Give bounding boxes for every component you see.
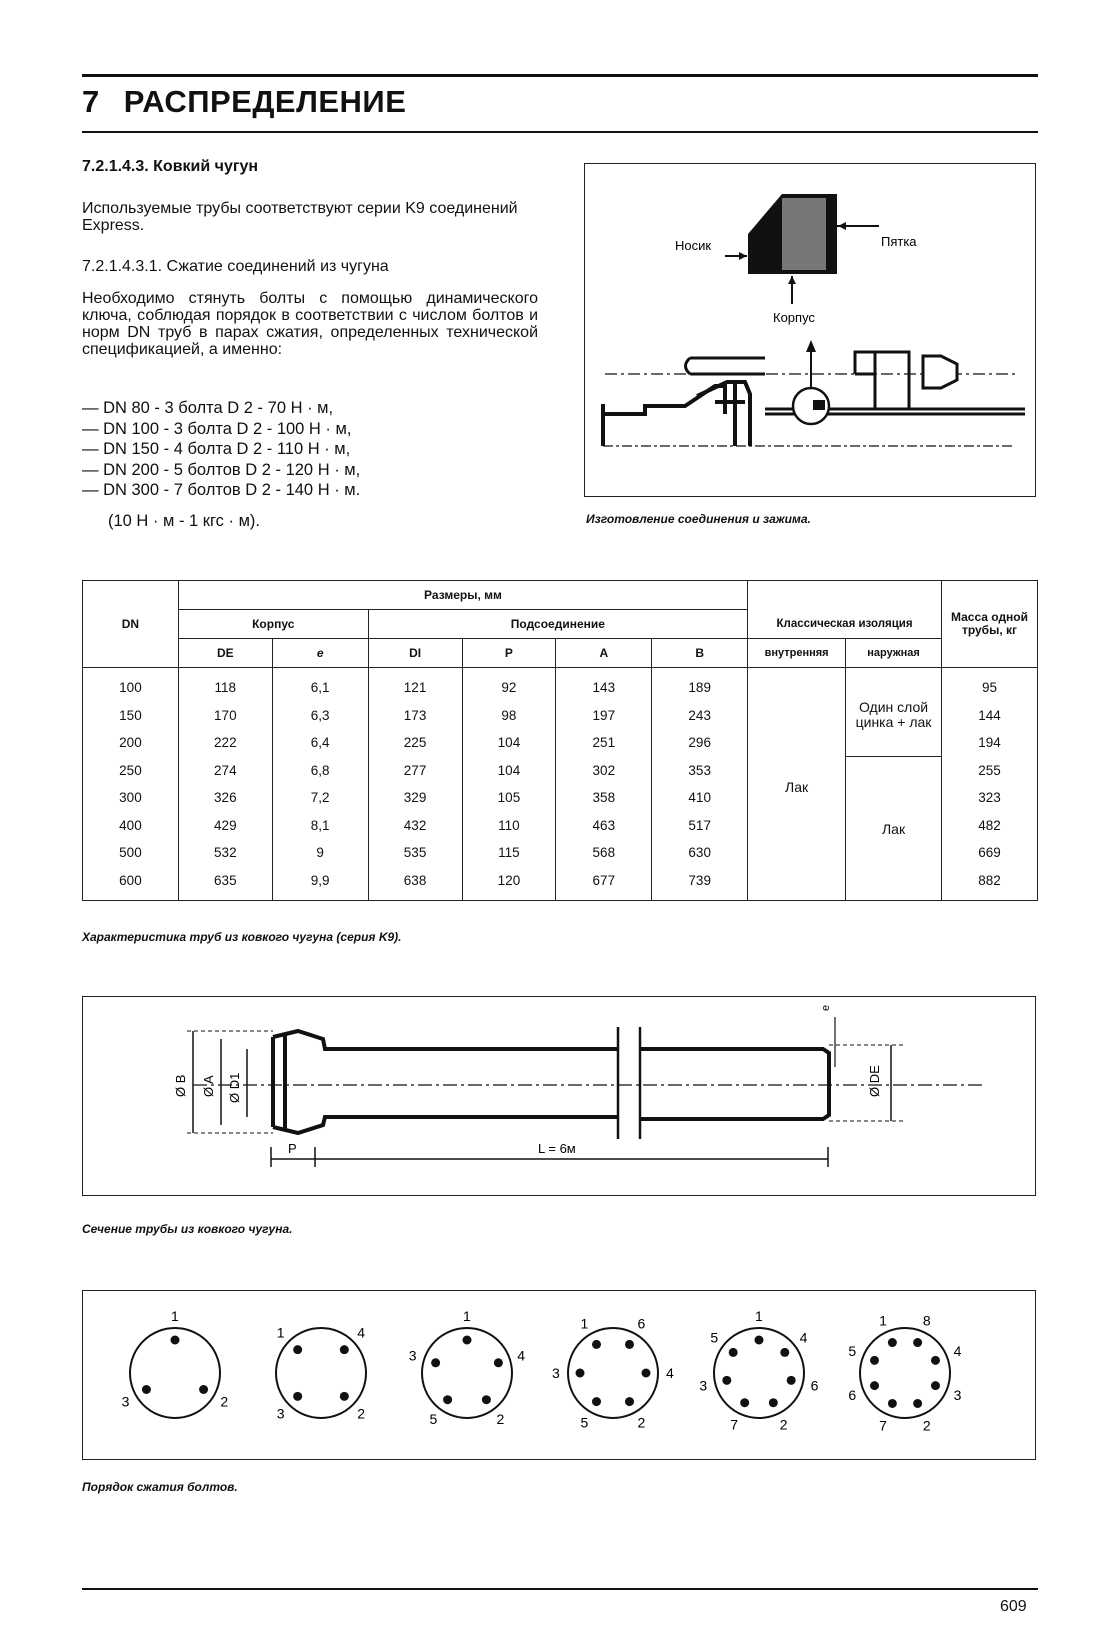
cell-dn: 150 (83, 702, 179, 730)
col-body: Корпус (178, 610, 368, 639)
bolt-hole (913, 1338, 922, 1347)
cell-mass: 95 (941, 668, 1037, 702)
bolt-order-label: 3 (699, 1377, 708, 1394)
joint-figure (584, 163, 1036, 497)
bolt-order-label: 3 (276, 1405, 285, 1422)
bolt-order-label: 4 (357, 1324, 366, 1341)
bolt-hole (463, 1336, 472, 1345)
body-arrowhead (788, 276, 796, 284)
col-outer: наружная (846, 639, 942, 668)
cell-dn: 300 (83, 784, 179, 812)
bolt-hole (340, 1345, 349, 1354)
flange-circle (860, 1328, 950, 1418)
cell-dn: 250 (83, 757, 179, 785)
up-arrowhead (806, 340, 816, 352)
bolt-order-label: 6 (637, 1315, 646, 1332)
chapter-number: 7 (82, 84, 100, 119)
col-p: P (462, 639, 556, 668)
col-connection: Подсоединение (368, 610, 748, 639)
cell-di: 638 (368, 867, 462, 901)
cell-p: 115 (462, 839, 556, 867)
bolt-order-label: 3 (121, 1393, 130, 1410)
bolt-order-label: 2 (220, 1393, 229, 1410)
bolt-order-label: 6 (810, 1377, 819, 1394)
bolt-order-label: 8 (922, 1312, 931, 1329)
list-item: — DN 150 - 4 болта D 2 - 110 Н · м, (82, 440, 351, 458)
list-item: — DN 100 - 3 болта D 2 - 100 Н · м, (82, 419, 352, 438)
bolt-hole (931, 1381, 940, 1390)
bolt-hole (482, 1395, 491, 1404)
cell-e: 8,1 (272, 812, 368, 840)
bolt-hole (592, 1397, 601, 1406)
cell-outer-insulation-top: Один слой цинка + лак (846, 668, 942, 757)
cell-mass: 323 (941, 784, 1037, 812)
gland-ring (855, 352, 909, 409)
bolt-order-label: 4 (666, 1365, 674, 1381)
subsection-heading: 7.2.1.4.3.1. Сжатие соединений из чугуна (82, 258, 389, 275)
cell-p: 104 (462, 729, 556, 757)
nose-arrowhead (739, 252, 747, 260)
cell-de: 429 (178, 812, 272, 840)
dim-b-label: Ø B (173, 1074, 188, 1097)
cell-p: 120 (462, 867, 556, 901)
dim-d1-label: Ø D1 (227, 1072, 242, 1103)
header-rule (82, 131, 1038, 133)
cell-b: 630 (652, 839, 748, 867)
bolt-order-label: 1 (879, 1312, 887, 1329)
cell-de: 118 (178, 668, 272, 702)
gasket-detail (813, 400, 825, 410)
cell-mass: 482 (941, 812, 1037, 840)
break-lines (618, 1027, 640, 1139)
dim-length-label: L = 6м (538, 1141, 576, 1156)
bolt-hole (740, 1398, 749, 1407)
bolt-hole (340, 1392, 349, 1401)
cell-p: 105 (462, 784, 556, 812)
cell-mass: 255 (941, 757, 1037, 785)
cell-p: 98 (462, 702, 556, 730)
bolt (686, 358, 766, 374)
cell-outer-insulation-bottom: Лак (846, 757, 942, 901)
cell-a: 302 (556, 757, 652, 785)
pipe-spigot-body (640, 1049, 829, 1119)
bolt-order-label: 3 (552, 1365, 560, 1381)
cell-b: 410 (652, 784, 748, 812)
bolt-order-label: 2 (357, 1405, 366, 1422)
pipe-section-drawing (83, 997, 1035, 1195)
pipe-socket-body (273, 1031, 618, 1133)
heel-arrowhead (838, 222, 846, 230)
cell-e: 7,2 (272, 784, 368, 812)
cell-dn: 100 (83, 668, 179, 702)
top-rule (82, 74, 1038, 77)
joint-drawing (585, 164, 1035, 496)
col-dims: Размеры, мм (178, 581, 747, 610)
bolt-order-label: 7 (879, 1417, 887, 1434)
dim-a-label: Ø A (201, 1075, 216, 1097)
cell-inner-insulation: Лак (748, 668, 846, 901)
flange-circle (276, 1328, 366, 1418)
bolt-order-label: 4 (799, 1329, 808, 1346)
chapter-title (82, 84, 406, 120)
bolt-hole (142, 1385, 151, 1394)
bolt-hole (931, 1356, 940, 1365)
bolt-hole (722, 1376, 731, 1385)
bolt-hole (769, 1398, 778, 1407)
cell-e: 6,1 (272, 668, 368, 702)
bolt-order-label: 1 (171, 1308, 179, 1324)
bolt-hole (576, 1369, 585, 1378)
bolt-order-label: 1 (580, 1315, 589, 1332)
col-mass: Масса одной трубы, кг (941, 581, 1037, 668)
chapter-name: РАСПРЕДЕЛЕНИЕ (123, 84, 407, 119)
bolt-hole (494, 1358, 503, 1367)
bolt-hole (642, 1369, 651, 1378)
bolt-hole (780, 1348, 789, 1357)
bolt-hole (592, 1340, 601, 1349)
bolt-hole (171, 1336, 180, 1345)
cell-di: 535 (368, 839, 462, 867)
section-heading: 7.2.1.4.3. Ковкий чугун (82, 158, 259, 175)
bolt-order-label: 5 (848, 1343, 857, 1360)
spec-table (82, 580, 1038, 901)
bolt-order-label: 3 (408, 1347, 417, 1364)
col-b: B (652, 639, 748, 668)
cell-de: 326 (178, 784, 272, 812)
col-de: DE (178, 639, 272, 668)
bolt-order-label: 6 (848, 1386, 857, 1403)
bolt-order-label: 2 (922, 1417, 931, 1434)
cell-di: 121 (368, 668, 462, 702)
bolt-hole (625, 1340, 634, 1349)
bolt-order-label: 4 (953, 1343, 962, 1360)
cell-a: 568 (556, 839, 652, 867)
cell-b: 296 (652, 729, 748, 757)
cell-a: 251 (556, 729, 652, 757)
intro-paragraph: Используемые трубы соответствуют серии K9 соединений Express. (82, 200, 518, 234)
bolt-hole (888, 1338, 897, 1347)
cell-e: 9 (272, 839, 368, 867)
dim-e-label: e (820, 1004, 832, 1011)
cell-p: 92 (462, 668, 556, 702)
bolt-order-label: 5 (580, 1414, 589, 1431)
bolt-order-label: 2 (496, 1411, 505, 1428)
cell-p: 110 (462, 812, 556, 840)
cell-b: 517 (652, 812, 748, 840)
dim-de-label: Ø DE (867, 1065, 882, 1097)
bolt-order-label: 1 (276, 1324, 285, 1341)
bolt-hole (755, 1336, 764, 1345)
bolt-hole (729, 1348, 738, 1357)
torque-list (82, 398, 360, 501)
cell-a: 677 (556, 867, 652, 901)
col-insulation: Классическая изоляция (748, 610, 942, 639)
table-caption: Характеристика труб из ковкого чугуна (серия K9). (82, 930, 402, 944)
figure3-caption: Порядок сжатия болтов. (82, 1480, 238, 1494)
bolt-order-drawing (83, 1291, 1035, 1459)
bolt-hole (870, 1356, 879, 1365)
cell-di: 432 (368, 812, 462, 840)
cell-di: 173 (368, 702, 462, 730)
bolt-order-label: 1 (463, 1308, 471, 1324)
page-number: 609 (1000, 1598, 1027, 1615)
bolt-hole (787, 1376, 796, 1385)
cell-di: 277 (368, 757, 462, 785)
bolt-hole (293, 1345, 302, 1354)
bolt-order-figure (82, 1290, 1036, 1460)
footer-rule (82, 1588, 1038, 1590)
cell-a: 463 (556, 812, 652, 840)
bolt-hole (443, 1395, 452, 1404)
body-label: Корпус (773, 310, 815, 325)
heel-label: Пятка (881, 234, 917, 249)
bolt-hole (888, 1399, 897, 1408)
list-item: — DN 300 - 7 болтов D 2 - 140 Н · м. (82, 481, 361, 499)
bolt-hole (625, 1397, 634, 1406)
cell-di: 225 (368, 729, 462, 757)
cell-de: 222 (178, 729, 272, 757)
col-e: e (272, 639, 368, 668)
bolt-order-label: 4 (517, 1347, 526, 1364)
bolt-order-label: 2 (637, 1414, 646, 1431)
col-di: DI (368, 639, 462, 668)
pipe-section-figure (82, 996, 1036, 1196)
cell-b: 243 (652, 702, 748, 730)
cell-b: 739 (652, 867, 748, 901)
body-paragraph: Необходимо стянуть болты с помощью динамического ключа, соблюдая порядок в соответствии с числом болтов и норм DN труб в парах сжатия, определенных технической спецификацией, а именно: (82, 290, 538, 358)
cell-e: 6,8 (272, 757, 368, 785)
cell-a: 197 (556, 702, 652, 730)
cell-a: 143 (556, 668, 652, 702)
list-item: — DN 200 - 5 болтов D 2 - 120 Н · м, (82, 460, 361, 479)
unit-note: (10 Н · м - 1 кгс · м). (108, 512, 260, 530)
cell-mass: 669 (941, 839, 1037, 867)
bolt-hole (431, 1358, 440, 1367)
bolt-order-label: 5 (429, 1411, 438, 1428)
bolt-order-label: 1 (755, 1308, 763, 1324)
table-row (83, 668, 1038, 702)
cell-mass: 194 (941, 729, 1037, 757)
bolt-hole (293, 1392, 302, 1401)
col-insulation-top (748, 581, 942, 610)
cell-di: 329 (368, 784, 462, 812)
cell-b: 353 (652, 757, 748, 785)
cell-e: 6,3 (272, 702, 368, 730)
gasket-heel-hatch (782, 198, 826, 270)
bolt-order-label: 3 (953, 1386, 962, 1403)
cell-mass: 144 (941, 702, 1037, 730)
dim-p-label: P (288, 1141, 297, 1156)
figure2-caption: Сечение трубы из ковкого чугуна. (82, 1222, 293, 1236)
cell-mass: 882 (941, 867, 1037, 901)
nut (923, 356, 957, 388)
cell-a: 358 (556, 784, 652, 812)
bolt-order-label: 5 (710, 1329, 719, 1346)
list-item: — DN 80 - 3 болта D 2 - 70 Н · м, (82, 399, 334, 417)
cell-e: 9,9 (272, 867, 368, 901)
bolt-order-label: 7 (730, 1416, 739, 1433)
cell-p: 104 (462, 757, 556, 785)
cell-de: 170 (178, 702, 272, 730)
col-dn: DN (83, 581, 179, 668)
cell-de: 635 (178, 867, 272, 901)
cell-dn: 200 (83, 729, 179, 757)
cell-e: 6,4 (272, 729, 368, 757)
figure1-caption: Изготовление соединения и зажима. (586, 512, 811, 526)
bolt-hole (913, 1399, 922, 1408)
spigot-end (603, 386, 745, 446)
cell-dn: 500 (83, 839, 179, 867)
nose-label: Носик (675, 238, 712, 253)
bolt-order-label: 2 (779, 1416, 788, 1433)
cell-dn: 400 (83, 812, 179, 840)
cell-b: 189 (652, 668, 748, 702)
bolt-hole (199, 1385, 208, 1394)
bolt-hole (870, 1381, 879, 1390)
cell-de: 532 (178, 839, 272, 867)
col-a: A (556, 639, 652, 668)
col-inner: внутренняя (748, 639, 846, 668)
table-row (83, 757, 1038, 785)
cell-de: 274 (178, 757, 272, 785)
cell-dn: 600 (83, 867, 179, 901)
